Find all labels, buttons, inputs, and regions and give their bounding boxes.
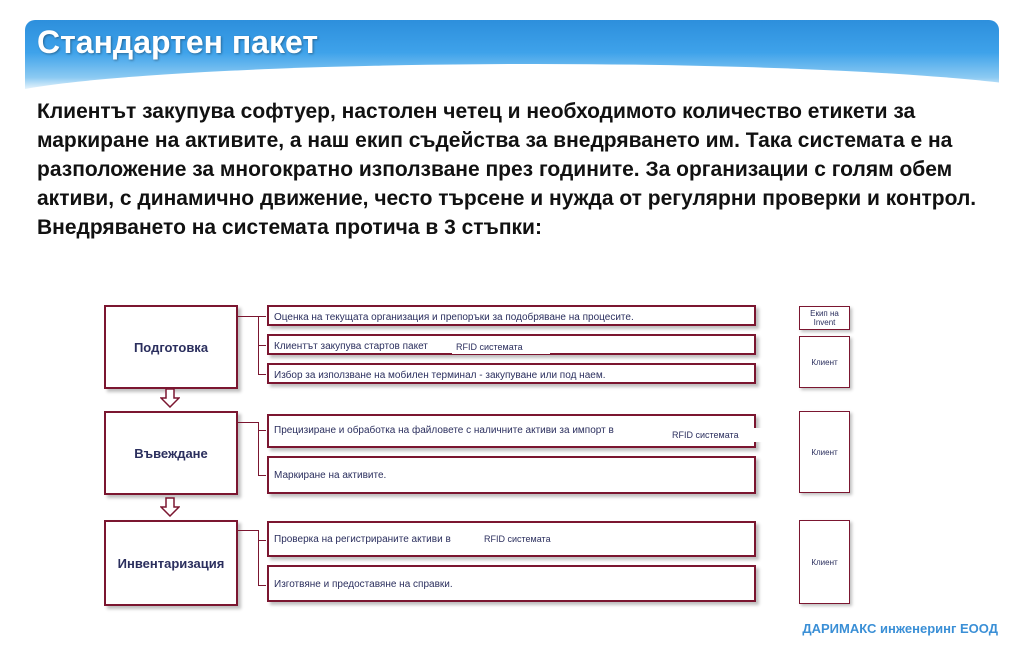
down-arrow-icon	[160, 497, 180, 517]
task-connector-line	[258, 345, 266, 346]
stage-podgotovka: Подготовка	[104, 305, 238, 389]
stage-connector-line	[236, 316, 258, 317]
down-arrow-icon	[160, 388, 180, 408]
role-client: Клиент	[799, 336, 850, 388]
task-file-processing: Прецизиране и обработка на файловете с наличните активи за импорт в	[267, 414, 756, 448]
role-client: Клиент	[799, 520, 850, 604]
task-reports: Изготвяне и предоставяне на справки.	[267, 565, 756, 602]
stage-connector-line	[258, 530, 259, 586]
stage-connector-line	[236, 530, 258, 531]
task-connector-line	[258, 475, 266, 476]
task-mobile-terminal: Избор за използване на мобилен терминал - закупуване или под наем.	[267, 363, 756, 384]
stage-inventarizatsiya: Инвентаризация	[104, 520, 238, 606]
company-footer: ДАРИМАКС инженеринг ЕООД	[802, 621, 998, 636]
stage-connector-line	[236, 422, 258, 423]
description-paragraph: Клиентът закупува софтуер, настолен четец и необходимото количество етикети за маркиране на активите, а наш екип съдейства за внедряването им. Така системата е на разположение за многократно използване през годините. За организации с голям обем активи, с динамично движение, често търсене и нужда от регулярни проверки и контрол.	[37, 100, 977, 210]
stage-vavezhdane: Въвеждане	[104, 411, 238, 495]
rfid-tag: RFID системата	[668, 428, 766, 442]
task-connector-line	[258, 316, 266, 317]
role-invent-team: Екип на Invent	[799, 306, 850, 330]
task-asset-labeling: Маркиране на активите.	[267, 456, 756, 494]
task-connector-line	[258, 430, 266, 431]
rfid-tag: RFID системата	[452, 340, 550, 354]
slide-title: Стандартен пакет	[37, 24, 319, 60]
task-connector-line	[258, 540, 266, 541]
task-asset-verification: Проверка на регистрираните активи в	[267, 521, 756, 557]
task-connector-line	[258, 585, 266, 586]
role-client: Клиент	[799, 411, 850, 493]
rfid-tag: RFID системата	[480, 532, 578, 546]
task-starter-pack: Клиентът закупува стартов пакет	[267, 334, 756, 355]
task-assessment: Оценка на текущата организация и препоръки за подобряване на процесите.	[267, 305, 756, 326]
task-connector-line	[258, 374, 266, 375]
steps-intro: Внедряването на системата протича в 3 стъпки:	[37, 216, 542, 239]
